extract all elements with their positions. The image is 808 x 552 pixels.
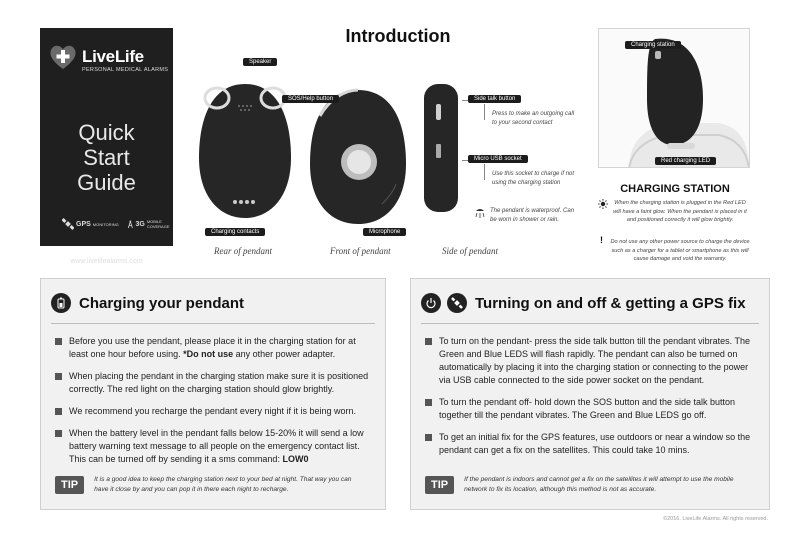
list-item-text: When the battery level in the pendant falls below 15-20% it will send a low battery warning text message to all people on the emergency contact list. This can be turned off by sending it a sms command: (69, 428, 364, 464)
panel-divider (421, 323, 759, 324)
3g-badge (127, 218, 173, 230)
pendant-rear-image (195, 76, 295, 222)
caption-side: Side of pendant (442, 246, 498, 256)
cover-title (40, 120, 173, 195)
charging-tip (55, 475, 356, 495)
note-waterproof: The pendant is waterproof. Can be worn in shower or rain. (490, 208, 575, 223)
callout-usb-socket: Micro USB socket (468, 155, 528, 163)
sms-command: LOW0 (282, 454, 309, 464)
callout-red-charging-led: Red charging LED (655, 157, 716, 165)
3g-badge-label: 3G (135, 220, 145, 228)
power-gps-panel-title: Turning on and off & getting a GPS fix (475, 294, 746, 312)
leader-line (484, 164, 485, 180)
feature-badges (62, 218, 173, 230)
battery-icon (51, 293, 71, 313)
leader-line (484, 104, 485, 120)
callout-sos-button: SOS/Help button (282, 95, 339, 103)
note-side-talk: Press to make an outgoing call to your second contact (492, 111, 575, 126)
note-usb: Use this socket to charge if not using the charging station (492, 171, 575, 186)
list-item: We recommend you recharge the pendant every night if it is being worn. (55, 405, 373, 418)
callout-side-talk-button: Side talk button (468, 95, 521, 103)
charging-instructions (55, 335, 373, 475)
callout-microphone: Microphone (363, 228, 406, 236)
tip-badge: TIP (55, 476, 84, 494)
power-icon (421, 293, 441, 313)
pendant-front-image (306, 86, 408, 226)
callout-charging-station: Charging station (625, 41, 681, 49)
charging-panel (40, 278, 386, 510)
website-url[interactable]: www.livelifealarms.com (70, 258, 143, 265)
tip-text: If the pendant is indoors and cannot get a fix on the satellites it will attempt to use the mobile network to fix its location, although this method is not as accurate. (464, 476, 734, 493)
charging-panel-header (51, 293, 244, 313)
gps-tip (425, 475, 740, 495)
leader-line (462, 100, 468, 101)
cover-title-line: Guide (77, 170, 136, 195)
power-gps-instructions (425, 335, 757, 466)
charging-station-note-led: When the charging station is plugged in the Red LED will have a faint glow. When the pendant is placed in it and positioned correctly it will glow brightly. (613, 200, 747, 223)
list-item: To turn on the pendant- press the side talk button till the pendant vibrates. The Green and Blue LEDS will flash rapidly. The pendant can also be turned on automatically by placing it into the charging station or connecting to the power via USB cable connected to the side power socket on the pendant. (425, 335, 757, 387)
list-item: To get an initial fix for the GPS features, use outdoors or near a window so the pendant can get a fix on the satellites. This could take 10 mins. (425, 431, 757, 457)
panel-divider (51, 323, 375, 324)
list-item-text: any other power adapter. (233, 349, 336, 359)
caption-front: Front of pendant (330, 246, 391, 256)
satellite-icon (62, 218, 74, 230)
charging-station-note-warning: Do not use any other power source to charge the device such as a charger for a tablet or smartphone as this will cause damage and void the warranty. (610, 239, 750, 262)
shower-icon (474, 207, 486, 219)
list-item: When placing the pendant in the charging station make sure it is positioned correctly. The red light on the charging station should glow brightly. (55, 370, 373, 396)
heart-plus-icon (48, 42, 78, 72)
cover-title-line: Start (83, 145, 130, 170)
charging-station-illustration (599, 29, 750, 168)
gps-satellite-icon (447, 293, 467, 313)
charging-panel-title: Charging your pendant (79, 294, 244, 312)
tip-text: It is a good idea to keep the charging station next to your bed at night. That way you can have it close by and you can pop it in there each night to recharge. (94, 476, 352, 493)
list-item: To turn the pendant off- hold down the SOS button and the side talk button together till the pendant vibrates. The Green and Blue LEDS go off. (425, 396, 757, 422)
power-gps-panel-header (421, 293, 746, 313)
sun-icon (598, 199, 608, 209)
brand-name: LiveLife (82, 47, 144, 66)
charging-station-title: CHARGING STATION (620, 183, 730, 195)
power-gps-panel (410, 278, 770, 510)
antenna-icon (127, 218, 134, 230)
list-item (55, 335, 373, 361)
list-item (55, 427, 373, 466)
introduction-title: Introduction (345, 26, 451, 46)
gps-badge-label: GPS (76, 220, 91, 228)
list-item-emphasis: *Do not use (183, 349, 234, 359)
list-item-text: Before you use the pendant, please place it in the charging station for at least one hour before using. (69, 336, 356, 359)
copyright-notice: ©2016. LiveLife Alarms. All rights reserved. (663, 516, 768, 522)
brand-tagline: PERSONAL MEDICAL ALARMS (82, 67, 169, 73)
warning-icon: ! (600, 235, 603, 245)
gps-badge (62, 218, 119, 230)
gps-badge-sub: MONITORING (92, 221, 119, 227)
tip-badge: TIP (425, 476, 454, 494)
callout-charging-contacts: Charging contacts (205, 228, 265, 236)
3g-badge-sub: MOBILE COVERAGE (146, 219, 170, 229)
quick-start-cover (40, 28, 173, 265)
caption-rear: Rear of pendant (214, 246, 272, 256)
pendant-side-image (420, 82, 462, 214)
charging-station-image (598, 28, 750, 168)
cover-title-line: Quick (78, 120, 135, 145)
leader-line (462, 160, 468, 161)
callout-speaker: Speaker (243, 58, 277, 66)
